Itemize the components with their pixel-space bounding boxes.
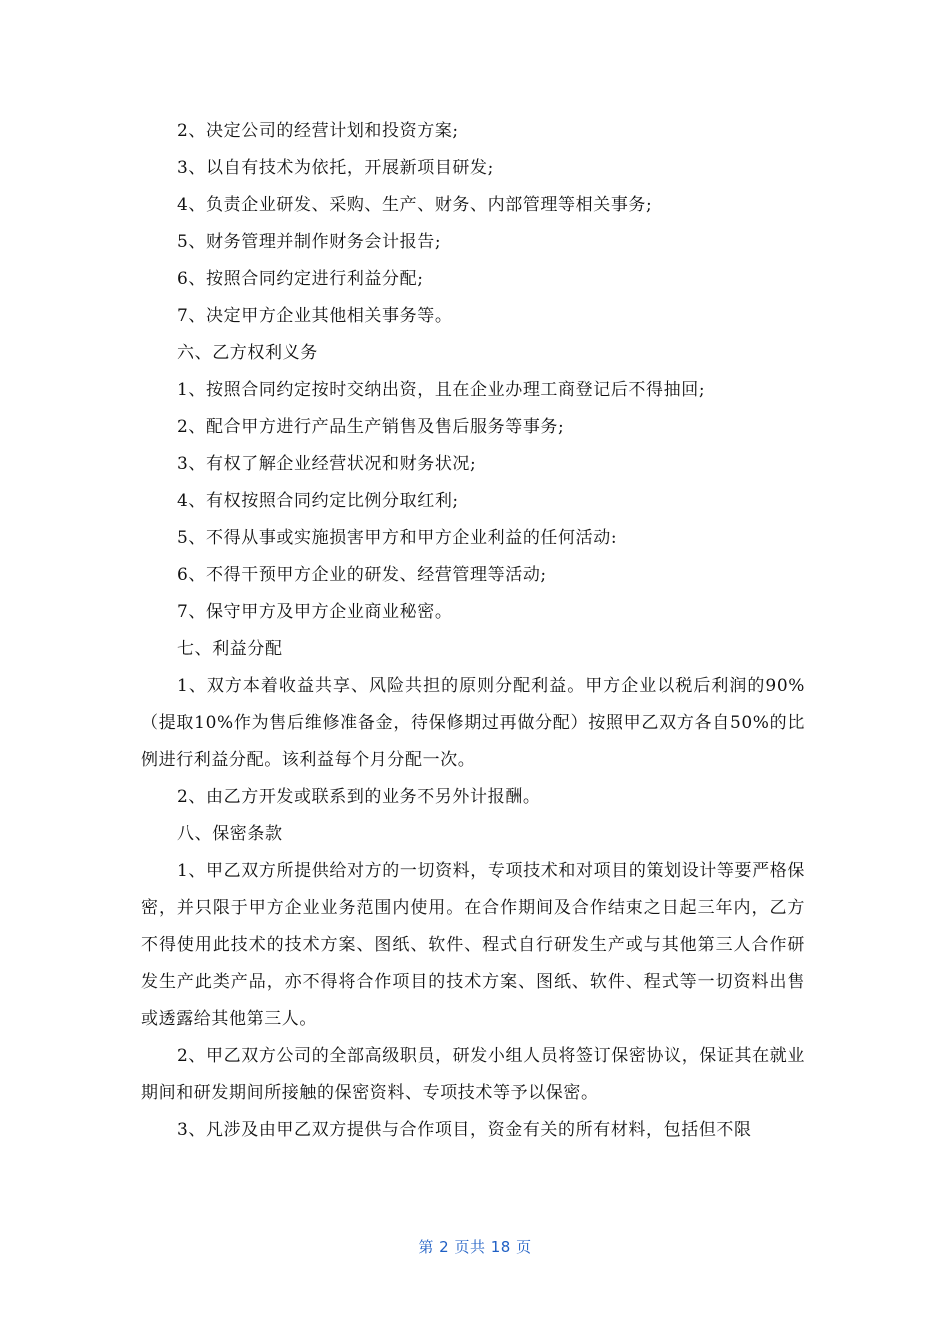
paragraph: 4、负责企业研发、采购、生产、财务、内部管理等相关事务; xyxy=(177,195,653,215)
section-heading: 七、利益分配 xyxy=(177,639,283,659)
paragraph: 3、有权了解企业经营状况和财务状况; xyxy=(177,454,477,474)
paragraph: 3、凡涉及由甲乙双方提供与合作项目，资金有关的所有材料，包括但不限 xyxy=(177,1120,752,1140)
paragraph: 1、甲乙双方所提供给对方的一切资料，专项技术和对项目的策划设计等要严格保密，并只限于甲方企业业务范围内使用。在合作期间及合作结束之日起三年内，乙方不得使用此技术的技术方案、图纸、软件、程式自行研发生产或与其他第三人合作研发生产此类产品，亦不得将合作项目的技术方案、图纸、软件、程式等一切资料出售或透露给其他第三人。 xyxy=(141,861,805,1029)
paragraph: 6、不得干预甲方企业的研发、经营管理等活动; xyxy=(177,565,547,585)
section-heading: 八、保密条款 xyxy=(177,824,283,844)
paragraph: 5、不得从事或实施损害甲方和甲方企业利益的任何活动: xyxy=(177,528,618,548)
paragraph: 7、保守甲方及甲方企业商业秘密。 xyxy=(177,602,453,622)
paragraph: 4、有权按照合同约定比例分取红利; xyxy=(177,491,459,511)
paragraph: 7、决定甲方企业其他相关事务等。 xyxy=(177,306,453,326)
paragraph: 2、配合甲方进行产品生产销售及售后服务等事务; xyxy=(177,417,565,437)
section-heading: 六、乙方权利义务 xyxy=(177,343,318,363)
paragraph: 2、由乙方开发或联系到的业务不另外计报酬。 xyxy=(177,787,541,807)
paragraph: 2、决定公司的经营计划和投资方案; xyxy=(177,121,459,141)
paragraph: 5、财务管理并制作财务会计报告; xyxy=(177,232,442,252)
paragraph: 6、按照合同约定进行利益分配; xyxy=(177,269,424,289)
paragraph: 1、双方本着收益共享、风险共担的原则分配利益。甲方企业以税后利润的90%（提取10%作为售后维修准备金，待保修期过再做分配）按照甲乙双方各自50%的比例进行利益分配。该利益每个月分配一次。 xyxy=(141,676,805,770)
paragraph: 1、按照合同约定按时交纳出资，且在企业办理工商登记后不得抽回; xyxy=(177,380,706,400)
paragraph: 2、甲乙双方公司的全部高级职员，研发小组人员将签订保密协议，保证其在就业期间和研发期间所接触的保密资料、专项技术等予以保密。 xyxy=(141,1046,805,1103)
page-footer xyxy=(0,1236,950,1257)
paragraph: 3、以自有技术为依托，开展新项目研发; xyxy=(177,158,494,178)
page-number-label: 第 2 页共 18 页 xyxy=(418,1238,532,1256)
document-body xyxy=(141,113,805,1149)
